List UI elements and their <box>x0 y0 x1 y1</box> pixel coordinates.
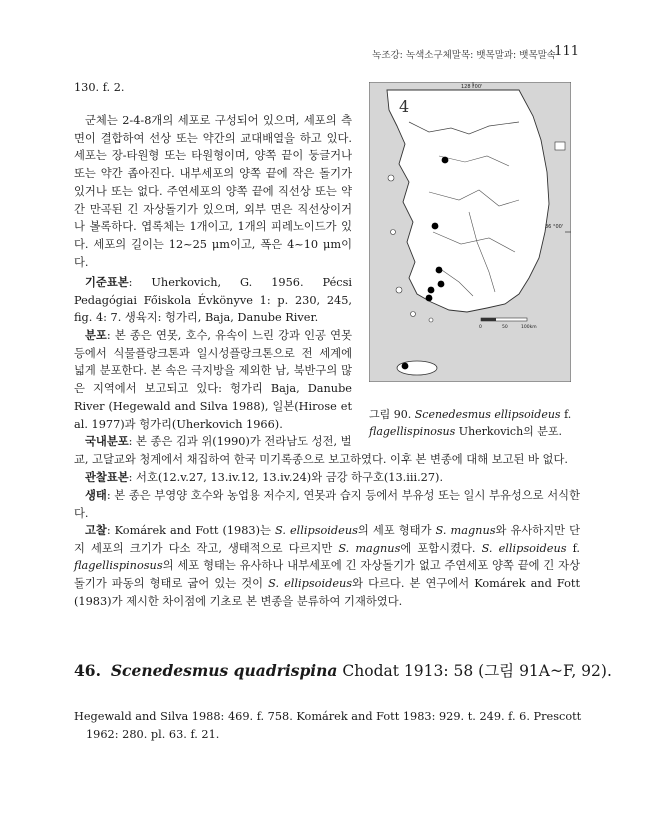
ulleungdo-island <box>555 142 565 150</box>
collection-site-marker <box>436 267 443 274</box>
remarks-text-3: 와 유사하지만 단지 세포의 크기가 다소 작고, 생태적으로 다르지만 <box>74 524 581 555</box>
remarks-species-6: S. ellipsoideus <box>268 577 353 591</box>
scale-label-0: 0 <box>479 325 482 330</box>
scale-bar-fill <box>481 318 496 321</box>
reference-list: Hegewald and Silva 1988: 469. f. 758. Komárek and Fott 1983: 929. t. 249. f. 6. Prescott 1962: 280. pl. 63. f. 21. <box>74 710 582 742</box>
scale-label-100km: 100km <box>521 325 537 330</box>
island <box>411 312 416 317</box>
remarks-text-5: f. <box>566 541 581 555</box>
ecology-label: 생태 <box>85 488 107 502</box>
ecology-paragraph <box>74 487 580 522</box>
section-author: Chodat 1913: 58 (그림 91A~F, 92). <box>337 662 612 680</box>
page-number: 111 <box>554 44 579 59</box>
type-specimen-label: 기준표본 <box>85 275 129 289</box>
remarks-paragraph <box>74 522 580 611</box>
collection-site-marker <box>438 281 445 288</box>
remarks-text-1: : Komárek and Fott (1983)는 <box>106 524 275 537</box>
island <box>429 318 433 322</box>
domestic-continuation: 교, 고달교와 청계에서 채집하여 한국 미기록종으로 보고하였다. 이후 본 변종에 대해 보고된 바 없다. <box>74 453 568 466</box>
remarks-text-2: 의 세포 형태가 <box>357 524 436 537</box>
section-number: 46. <box>74 661 101 680</box>
description-paragraph: 군체는 2-4-8개의 세포로 구성되어 있으며, 세포의 측면이 결합하여 선상 또는 약간의 교대배열을 하고 있다. 세포는 장-타원형 또는 타원형이며, 양쪽 끝이 둥글거나 또는 약간 좁아진다. 내부세포의 양쪽 끝에 작은 돌기가 있거나 또는 없다. 주연세포의 양쪽 끝에 직선상 또는 약간 만곡된 긴 자상돌기가 있으며, 외부 면은 직선상이거나 볼록하다. 엽록체는 1개이고, 1개의 피레노이드가 있다. 세포의 길이는 12~25 μm이고, 폭은 4~10 μm이다. <box>74 114 352 269</box>
page-header <box>0 44 652 64</box>
domestic-text-a: : 본 종은 김과 위(1990)가 전라남도 성전, 벌 <box>128 435 352 448</box>
map-label-latitude: 36 °00' <box>545 224 564 230</box>
section-species: Scenedesmus quadrispina <box>110 661 338 680</box>
type-specimen-text: : Uherkovich, G. 1956. Pécsi Pedagógiai Főiskola Évkönyve 1: p. 230, 245, fig. 4: 7. 생육지: 헝가리, Baja, Danube River. <box>74 276 352 325</box>
collection-site-marker <box>428 287 435 294</box>
collection-site-marker <box>442 157 449 164</box>
remarks-species-2: S. magnus <box>435 524 496 537</box>
remarks-label: 고찰 <box>85 523 107 537</box>
remarks-text-6: 의 세포 형태는 유사하나 내부세포에 긴 자상돌기가 없고 주연세포 양쪽 끝에 긴 자상돌기가 파동의 형태로 굽어 있는 것이 <box>74 559 580 591</box>
caption-species: Scenedesmus ellipsoideus <box>414 408 561 421</box>
domestic-paragraph <box>74 433 352 451</box>
map-corner-mark: 4 <box>399 97 410 116</box>
distribution-text: : 본 종은 연못, 호수, 유속이 느린 강과 인공 연못 등에서 식물플랑크톤과 일시성플랑크톤으로 전 세계에 넓게 분포한다. 본 속은 극지방을 제외한 남, 북반구의 많은 지역에서 보고되고 있다: 헝가리 Baja, Danube River (Hegewald and Silva 1988), 일본(Hirose et al. 1977)과 헝가리(Uherkovich 1966). <box>74 329 352 431</box>
caption-suffix: Uherkovich의 분포. <box>455 425 563 438</box>
remarks-species-3: S. magnus <box>338 541 401 555</box>
remarks-species-1: S. ellipsoideus <box>274 524 358 537</box>
island <box>391 230 396 235</box>
map-label-longitude: 128 °00' <box>461 84 483 90</box>
figure-caption <box>369 406 581 440</box>
observed-text: : 서호(12.v.27, 13.iv.12, 13.iv.24)와 금강 하구호(13.iii.27). <box>128 471 444 484</box>
observed-label: 관찰표본 <box>85 470 129 484</box>
collection-site-marker <box>402 363 409 370</box>
korea-map-svg <box>369 82 571 382</box>
remarks-species-4: S. ellipsoideus <box>481 541 567 555</box>
caption-form: flagellispinosus <box>369 425 456 438</box>
running-head: 녹조강: 녹색소구체말목: 뱃목말과: 뱃목말속 <box>372 50 556 61</box>
domestic-label: 국내분포 <box>85 434 129 448</box>
caption-mid: f. <box>560 408 572 421</box>
distribution-label: 분포 <box>85 328 107 342</box>
remarks-text-7: 와 다르다. 본 연구에서 Komárek and Fott (1983)가 제시한 차이점에 기초로 본 변종을 분류하여 기재하였다. <box>74 577 580 608</box>
distribution-paragraph <box>74 327 352 433</box>
type-specimen-paragraph <box>74 274 352 327</box>
section-heading <box>74 659 612 681</box>
observed-paragraph <box>74 469 580 487</box>
distribution-map <box>369 82 571 382</box>
ecology-text: : 본 종은 부영양 호수와 농업용 저수지, 연못과 습지 등에서 부유성 또는 일시 부유성으로 서식한다. <box>74 489 580 520</box>
island <box>388 175 394 181</box>
caption-prefix: 그림 90. <box>369 408 415 421</box>
remarks-species-5: flagellispinosus <box>74 559 163 573</box>
island <box>396 287 402 293</box>
collection-site-marker <box>426 295 433 302</box>
remarks-text-4: 에 포함시켰다. <box>400 541 482 555</box>
scale-label-50: 50 <box>502 325 508 330</box>
reference-line: 130. f. 2. <box>74 81 125 94</box>
collection-site-marker <box>432 223 439 230</box>
